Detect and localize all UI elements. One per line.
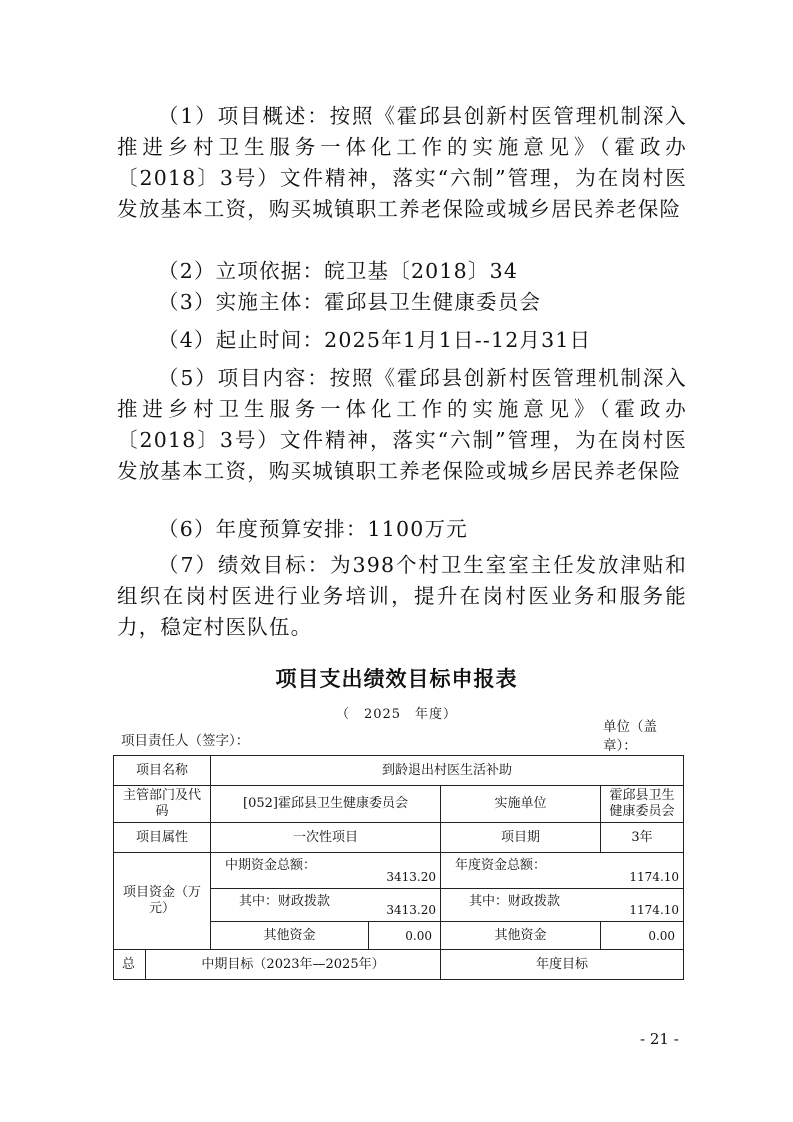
mid-term-fiscal-cell [211,889,441,922]
mid-term-other-value: 0.00 [369,922,441,950]
paragraph-project-overview: （1）项目概述：按照《霍邱县创新村医管理机制深入推进乡村卫生服务一体化工作的实施意见》（霍政办〔2018〕3号）文件精神，落实“六制”管理，为在岗村医发放基本工资，购买城镇职工养老保险或城乡居民养老保险 [117,104,687,221]
paragraph-project-content: （5）项目内容：按照《霍邱县创新村医管理机制深入推进乡村卫生服务一体化工作的实施意见》（霍政办〔2018〕3号）文件精神，落实“六制”管理，为在岗村医发放基本工资，购买城镇职工养老保险或城乡居民养老保险 [117,366,687,483]
annual-fiscal-cell [441,889,684,922]
project-period-label: 项目期 [441,823,601,853]
paragraph-implementer: （3）实施主体：霍邱县卫生健康委员会 [158,290,542,314]
mid-term-other-label: 其他资金 [211,922,369,950]
performance-target-form [113,755,684,980]
mid-term-total-value: 3413.20 [386,870,437,884]
annual-total-label: 年度资金总额： [455,858,547,873]
mid-term-fiscal-value: 3413.20 [386,903,437,917]
implementing-unit-value: 霍邱县卫生健康委员会 [601,786,684,823]
table-row [114,853,684,889]
department-value: [052]霍邱县卫生健康委员会 [211,786,441,823]
table-row [114,756,684,786]
annual-fiscal-value: 1174.10 [629,903,680,917]
annual-total-value: 1174.10 [629,870,680,884]
project-attribute-label: 项目属性 [114,823,211,853]
annual-other-label: 其他资金 [441,922,601,950]
mid-term-goal-label: 中期目标（2023年—2025年） [146,950,441,980]
annual-other-value: 0.00 [601,922,684,950]
page-number: - 21 - [640,1030,679,1048]
paragraph-annual-budget: （6）年度预算安排：1100万元 [158,517,468,541]
responsible-person-label: 项目责任人（签字）： [121,733,250,749]
paragraph-project-basis: （2）立项依据：皖卫基〔2018〕34 [158,259,519,283]
mid-term-total-label: 中期资金总额： [225,858,317,873]
project-name-label: 项目名称 [114,756,211,786]
annual-fiscal-label: 其中：财政拨款 [469,894,561,909]
department-label: 主管部门及代码 [114,786,211,823]
form-title: 项目支出绩效目标申报表 [275,667,518,691]
table-row [114,950,684,980]
project-funds-label: 项目资金（万元） [114,853,211,950]
mid-term-total-cell [211,853,441,889]
unit-stamp-label: 单位（盖章）： [603,719,657,754]
project-name-value: 到龄退出村医生活补助 [211,756,684,786]
implementing-unit-label: 实施单位 [441,786,601,823]
annual-goal-label: 年度目标 [441,950,684,980]
paragraph-period: （4）起止时间：2025年1月1日--12月31日 [158,328,592,352]
table-row [114,823,684,853]
project-attribute-value: 一次性项目 [211,823,441,853]
mid-term-fiscal-label: 其中：财政拨款 [239,894,331,909]
paragraph-performance-target: （7）绩效目标：为398个村卫生室室主任发放津贴和组织在岗村医进行业务培训，提升在岗村医业务和服务能力，稳定村医队伍。 [117,553,687,639]
annual-total-cell [441,853,684,889]
table-row [114,786,684,823]
overall-goal-label: 总 [114,950,146,980]
project-period-value: 3年 [601,823,684,853]
form-year: （ 2025 年度） [335,707,458,722]
